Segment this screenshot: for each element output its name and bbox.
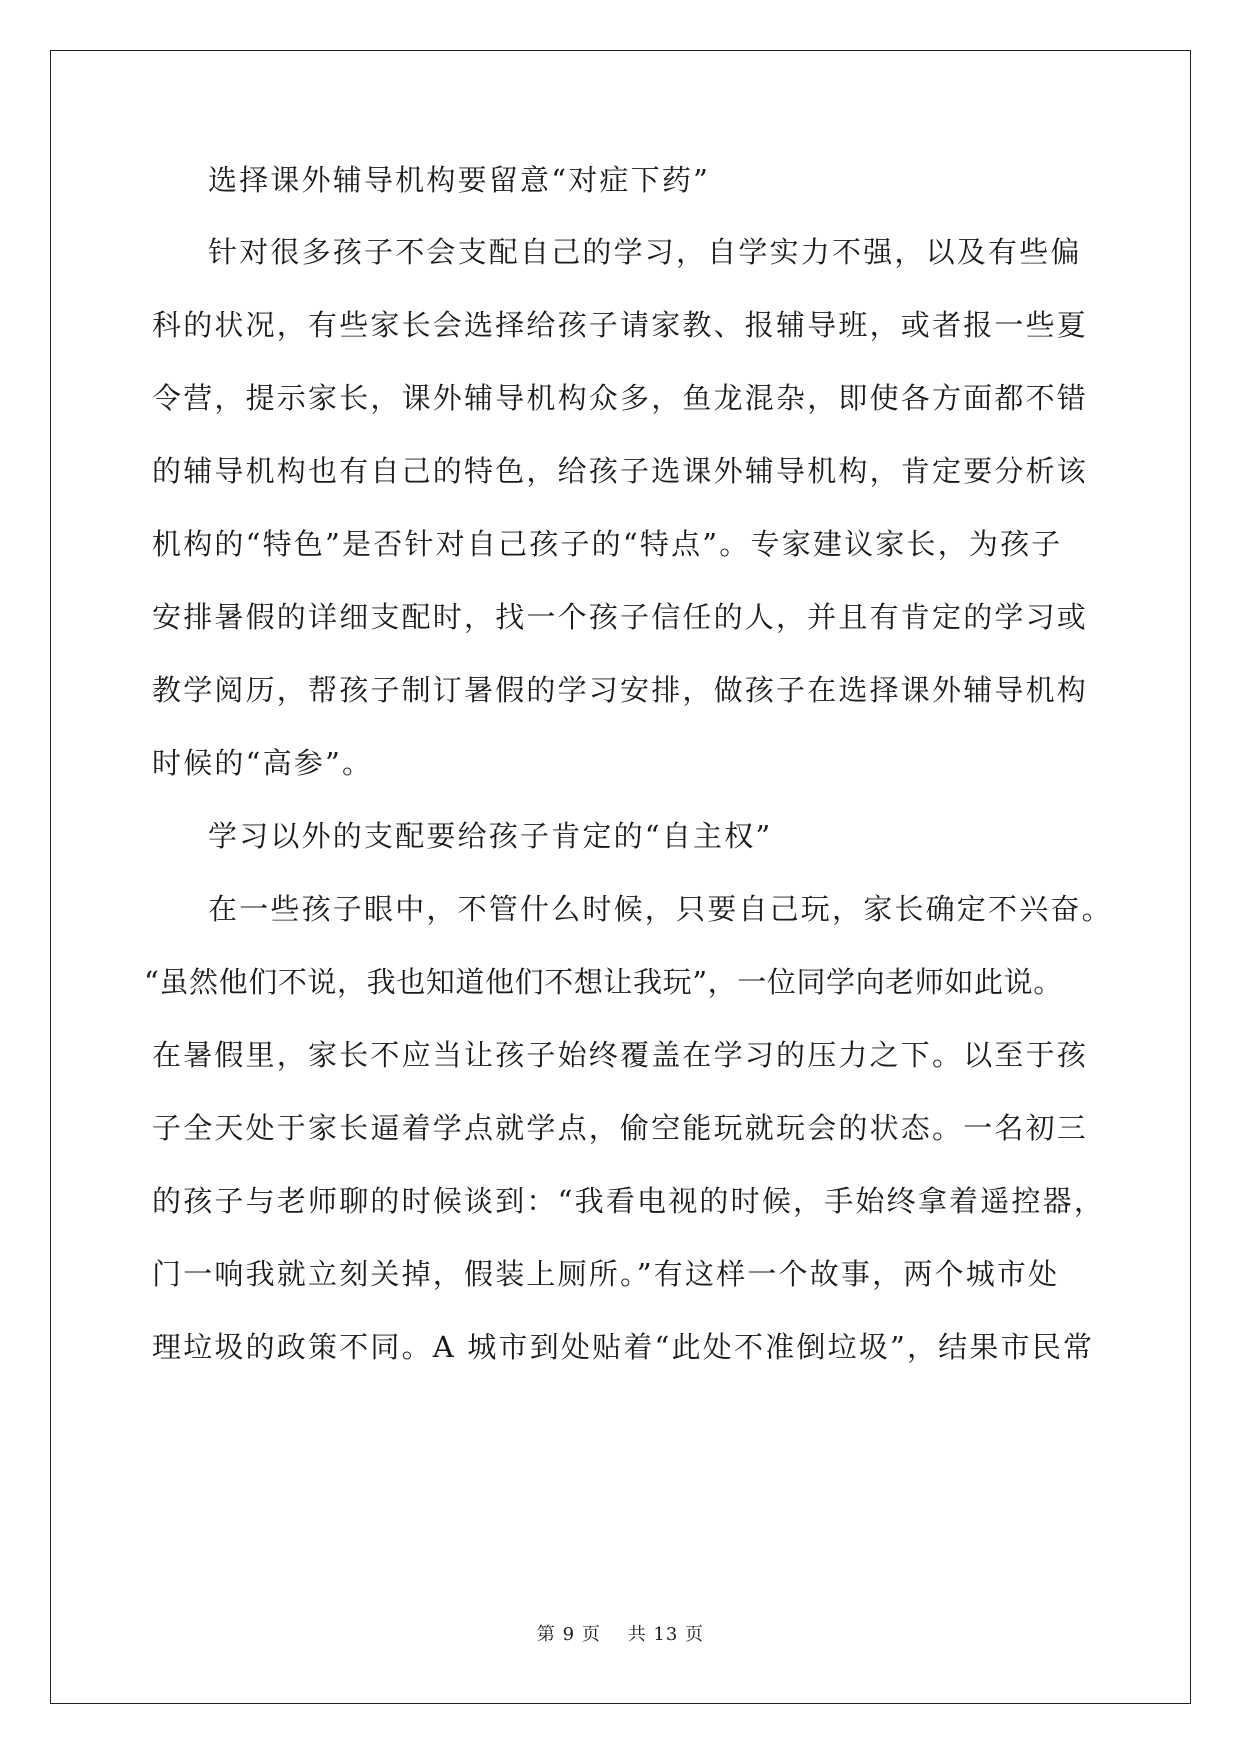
paragraph-line: 机构的“特色”是否针对自己孩子的“特点”。专家建议家长，为孩子 (152, 527, 1063, 561)
paragraph-line: 针对很多孩子不会支配自己的学习，自学实力不强，以及有些偏 (208, 235, 1082, 269)
paragraph-line: 令营，提示家长，课外辅导机构众多，鱼龙混杂，即使各方面都不错 (152, 381, 1089, 415)
paragraph-line: 安排暑假的详细支配时，找一个孩子信任的人，并且有肯定的学习或 (152, 600, 1089, 634)
heading-autonomy: 学习以外的支配要给孩子肯定的“自主权” (208, 819, 773, 853)
paragraph-line: 的孩子与老师聊的时候谈到：“我看电视的时候，手始终拿着遥控器， (152, 1184, 1106, 1218)
paragraph-line: 门一响我就立刻关掉，假装上厕所。”有这样一个故事，两个城市处 (152, 1257, 1060, 1291)
paragraph-line: 时候的“高参”。 (152, 746, 374, 780)
heading-choose-tutoring: 选择课外辅导机构要留意“对症下药” (208, 163, 711, 197)
page-border (50, 50, 1191, 1704)
paragraph-line: 科的状况，有些家长会选择给孩子请家教、报辅导班，或者报一些夏 (152, 308, 1089, 342)
paragraph-line: 在暑假里，家长不应当让孩子始终覆盖在学习的压力之下。以至于孩 (152, 1038, 1089, 1072)
paragraph-line: 教学阅历，帮孩子制订暑假的学习安排，做孩子在选择课外辅导机构 (152, 673, 1089, 707)
paragraph-line: 理垃圾的政策不同。A 城市到处贴着“此处不准倒垃圾”，结果市民常 (152, 1330, 1095, 1364)
paragraph-line: “虽然他们不说，我也知道他们不想让我玩”，一位同学向老师如此说。 (144, 965, 1063, 999)
page-number-footer: 第 9 页 共 13 页 (536, 1624, 705, 1645)
paragraph-line: 子全天处于家长逼着学点就学点，偷空能玩就玩会的状态。一名初三 (152, 1111, 1089, 1145)
paragraph-line: 的辅导机构也有自己的特色，给孩子选课外辅导机构，肯定要分析该 (152, 454, 1089, 488)
paragraph-line: 在一些孩子眼中，不管什么时候，只要自己玩，家长确定不兴奋。 (208, 892, 1113, 926)
